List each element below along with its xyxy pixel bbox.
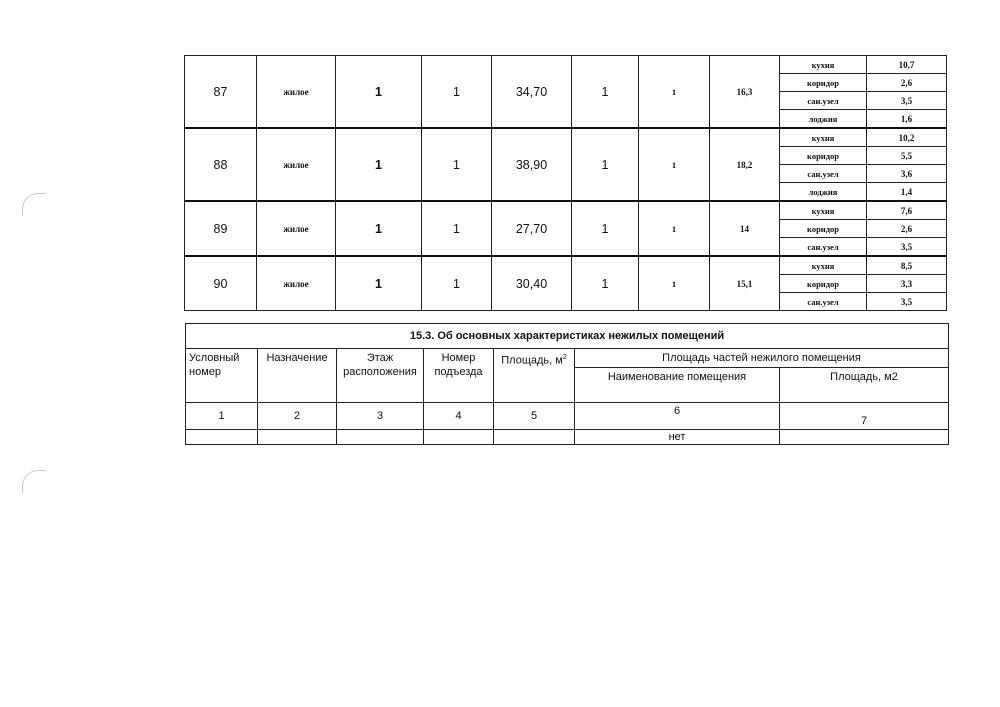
room-part-area: 10,7	[867, 56, 947, 74]
apartment-floor: 1	[336, 56, 422, 129]
empty-cell	[186, 430, 258, 445]
apartment-entrance: 1	[422, 256, 492, 311]
apartment-floor: 1	[336, 201, 422, 256]
apartment-rooms: 1	[572, 56, 639, 129]
apartment-entrance: 1	[422, 56, 492, 129]
apartment-rooms: 1	[572, 256, 639, 311]
empty-cell	[494, 430, 575, 445]
punch-hole-mark-top	[22, 193, 45, 216]
room-part-area: 8,5	[867, 256, 947, 275]
no-premises-value: нет	[575, 430, 780, 445]
apartment-part-row	[185, 56, 947, 74]
header-purpose: Назначение	[258, 349, 337, 403]
apartment-purpose: жилое	[257, 56, 336, 129]
apartment-purpose: жилое	[257, 128, 336, 201]
apartment-floor: 1	[336, 256, 422, 311]
room-part-name: кухня	[780, 201, 867, 220]
column-index-4: 4	[424, 403, 494, 430]
apartment-living-area: 15,1	[710, 256, 780, 311]
apartment-purpose: жилое	[257, 201, 336, 256]
room-part-name: коридор	[780, 147, 867, 165]
apartment-part-row	[185, 128, 947, 147]
room-part-area: 7,6	[867, 201, 947, 220]
room-part-area: 1,4	[867, 183, 947, 202]
room-part-area: 3,5	[867, 238, 947, 257]
nonresidential-section-title: 15.3. Об основных характеристиках нежилых помещений	[186, 324, 949, 349]
room-part-name: коридор	[780, 220, 867, 238]
room-part-area: 1,6	[867, 110, 947, 129]
apartment-number: 89	[185, 201, 257, 256]
apartment-floor: 1	[336, 128, 422, 201]
empty-cell	[424, 430, 494, 445]
header-area	[494, 349, 575, 403]
apartment-area: 30,40	[492, 256, 572, 311]
header-floor: Этаж расположения	[337, 349, 424, 403]
room-part-name: сан.узел	[780, 238, 867, 257]
column-index-3: 3	[337, 403, 424, 430]
room-part-name: коридор	[780, 275, 867, 293]
room-part-area: 2,6	[867, 74, 947, 92]
apartment-area: 34,70	[492, 56, 572, 129]
room-part-name: лоджия	[780, 110, 867, 129]
room-part-name: кухня	[780, 56, 867, 74]
room-part-name: коридор	[780, 74, 867, 92]
apartment-rooms-count: 1	[639, 201, 710, 256]
header-parts: Площадь частей нежилого помещения	[575, 349, 949, 368]
apartment-area: 38,90	[492, 128, 572, 201]
empty-cell	[337, 430, 424, 445]
header-part-area: Площадь, м2	[780, 368, 949, 403]
apartment-part-row	[185, 201, 947, 220]
header-conditional-number: Условный номер	[186, 349, 258, 403]
room-part-name: сан.узел	[780, 92, 867, 110]
apartment-number: 90	[185, 256, 257, 311]
header-area-text: Площадь, м	[501, 354, 563, 367]
room-part-area: 5,5	[867, 147, 947, 165]
column-index-2: 2	[258, 403, 337, 430]
room-part-area: 3,3	[867, 275, 947, 293]
apartment-rooms: 1	[572, 201, 639, 256]
nonresidential-premises-table	[185, 323, 949, 445]
punch-hole-mark-bottom	[22, 470, 45, 493]
room-part-area: 3,5	[867, 293, 947, 311]
room-part-area: 3,6	[867, 165, 947, 183]
apartment-number: 88	[185, 128, 257, 201]
room-part-name: кухня	[780, 256, 867, 275]
apartment-entrance: 1	[422, 201, 492, 256]
room-part-name: сан.узел	[780, 293, 867, 311]
room-part-area: 10,2	[867, 128, 947, 147]
header-part-name: Наименование помещения	[575, 368, 780, 403]
apartment-rooms: 1	[572, 128, 639, 201]
header-area-sup: 2	[562, 354, 567, 361]
empty-cell	[780, 430, 949, 445]
apartment-living-area: 14	[710, 201, 780, 256]
apartment-area: 27,70	[492, 201, 572, 256]
apartment-number: 87	[185, 56, 257, 129]
apartment-living-area: 18,2	[710, 128, 780, 201]
room-part-area: 2,6	[867, 220, 947, 238]
room-part-name: лоджия	[780, 183, 867, 202]
residential-premises-table	[184, 55, 947, 311]
column-index-6: 6	[575, 403, 780, 430]
empty-cell	[258, 430, 337, 445]
header-entrance: Номер подъезда	[424, 349, 494, 403]
column-index-5: 5	[494, 403, 575, 430]
apartment-part-row	[185, 256, 947, 275]
apartment-rooms-count: 1	[639, 128, 710, 201]
column-index-7: 7	[780, 403, 949, 430]
apartment-living-area: 16,3	[710, 56, 780, 129]
apartment-rooms-count: 1	[639, 256, 710, 311]
room-part-area: 3,5	[867, 92, 947, 110]
apartment-purpose: жилое	[257, 256, 336, 311]
room-part-name: кухня	[780, 128, 867, 147]
room-part-name: сан.узел	[780, 165, 867, 183]
column-index-1: 1	[186, 403, 258, 430]
apartment-rooms-count: 1	[639, 56, 710, 129]
apartment-entrance: 1	[422, 128, 492, 201]
